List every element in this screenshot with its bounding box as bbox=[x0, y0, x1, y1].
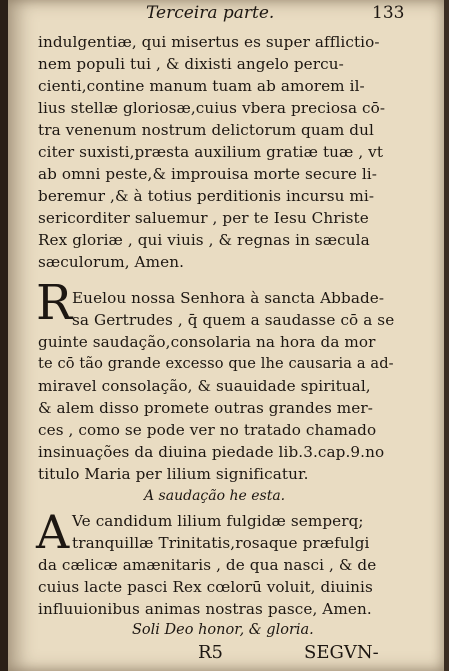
text-line: miravel consolação, & suauidade spiritual, bbox=[38, 377, 371, 395]
text-line: insinuações da diuina piedade lib.3.cap.9.no bbox=[38, 443, 385, 461]
text-line: sa Gertrudes , q̄ quem a saudasse cō a se bbox=[72, 311, 395, 329]
text-line: sericorditer saluemur , per te Iesu Christe bbox=[38, 209, 369, 227]
text-line: nem populi tui , & dixisti angelo percu- bbox=[38, 55, 344, 73]
text-line: Euelou nossa Senhora à sancta Abbade- bbox=[72, 289, 385, 307]
text-line: guinte saudação,consolaria na hora da mor bbox=[38, 333, 376, 351]
page-number: 133 bbox=[372, 3, 405, 23]
text-line: titulo Maria per lilium significatur. bbox=[38, 465, 309, 483]
drop-cap: R bbox=[36, 275, 73, 331]
catchword: SEGVN- bbox=[304, 642, 379, 663]
text-line: Rex gloriæ , qui viuis , & regnas in sæcula bbox=[38, 231, 370, 249]
text-line: indulgentiæ, qui misertus es super afflictio- bbox=[38, 33, 380, 51]
signature-mark: R5 bbox=[198, 642, 224, 663]
running-title: Terceira parte. bbox=[146, 3, 275, 23]
drop-cap: A bbox=[36, 505, 70, 559]
section-heading: A saudação he esta. bbox=[144, 488, 286, 504]
text-line: ces , como se pode ver no tratado chamado bbox=[38, 421, 377, 439]
text-line: beremur ,& à totius perditionis incursu mi- bbox=[38, 187, 375, 205]
book-gutter bbox=[0, 0, 8, 671]
text-line: ab omni peste,& improuisa morte secure li- bbox=[38, 165, 377, 183]
closing-line: Soli Deo honor, & gloria. bbox=[132, 622, 314, 638]
text-line: da cælicæ amænitaris , de qua nasci , & de bbox=[38, 556, 377, 574]
text-line: citer suxisti,præsta auxilium gratiæ tuæ , vt bbox=[38, 143, 384, 161]
text-line: Ve candidum lilium fulgidæ semperq; bbox=[72, 512, 364, 530]
text-line: cuius lacte pasci Rex cœlorū voluit, diuinis bbox=[38, 578, 373, 596]
text-line: sæculorum, Amen. bbox=[38, 253, 185, 271]
text-line: influuionibus animas nostras pasce, Amen. bbox=[38, 600, 372, 618]
book-page bbox=[8, 0, 444, 671]
text-line: te cō tão grande excesso que lhe causaria a ad- bbox=[38, 355, 394, 372]
text-line: & alem disso promete outras grandes mer- bbox=[38, 399, 373, 417]
text-line: lius stellæ gloriosæ,cuius vbera preciosa cō- bbox=[38, 99, 386, 117]
text-line: cienti,contine manum tuam ab amorem il- bbox=[38, 77, 365, 95]
text-line: tranquillæ Trinitatis,rosaque præfulgi bbox=[72, 534, 370, 552]
text-line: tra venenum nostrum delictorum quam dul bbox=[38, 121, 374, 139]
page-header bbox=[8, 2, 444, 24]
